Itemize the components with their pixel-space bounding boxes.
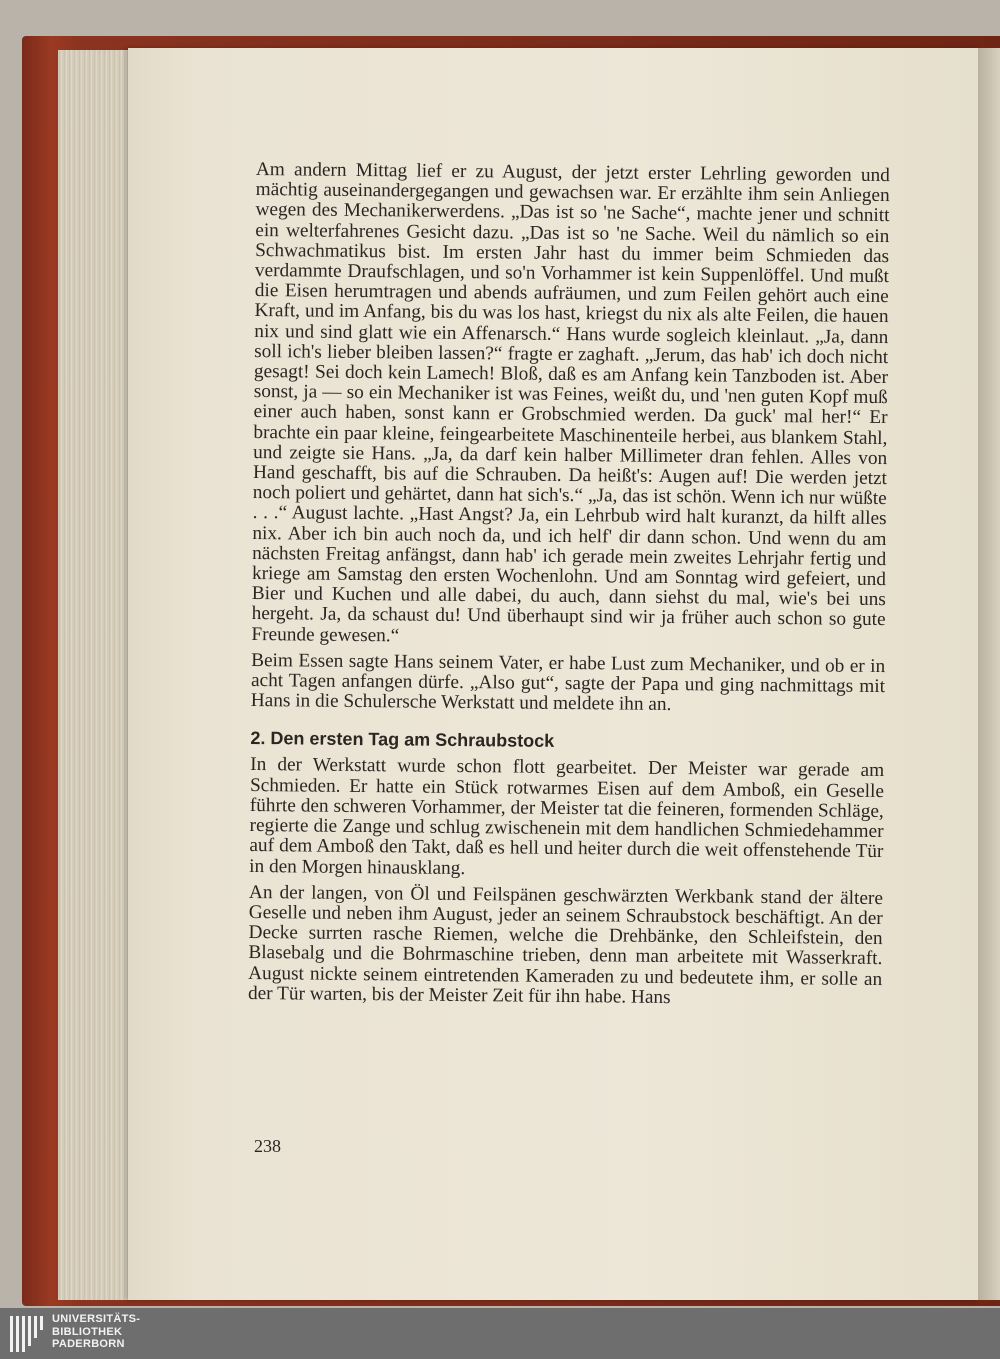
library-logo-icon [8,1314,48,1354]
library-name-line: UNIVERSITÄTS- [52,1313,141,1325]
page-number: 238 [254,1136,281,1156]
paragraph: Am andern Mittag lief er zu August, der jetzt erster Lehrling geworden und mächtig auseinandergegangen und gewachsen war. Er erzählte ihm sein Anliegen wegen des Mechanikerwerdens. „Das ist so 'ne Sache“, machte jener und schnitt ein welterfahrenes Gesicht dazu. „Das ist so 'ne Sache. Weil du nämlich so ein Schwachmatikus bist. Im ersten Jahr hast du immer beim Schmieden das verdammte Draufschlagen, und so'n Vorhammer ist kein Suppenlöffel. Und mußt die Eisen herumtragen und abends aufräumen, und zum Feilen gehört auch eine Kraft, und im Anfang, bis du was los hast, kriegst du nix als alte Feilen, die hauen nix und sind glatt wie ein Affenarsch.“ Hans wurde sogleich kleinlaut. „Ja, dann soll ich's lieber bleiben lassen?“ fragte er zaghaft. „Jerum, das hab' ich doch nicht gesagt! Sei doch kein Lamech! Bloß, daß es am Anfang kein Tanzboden ist. Aber sonst, ja — so ein Mechaniker ist was Feines, weißt du, und 'nen guten Kopf muß einer auch haben, sonst kann er Grobschmied werden. Da guck' mal her!“ Er brachte ein paar kleine, feingearbeitete Maschinenteile herbei, aus blankem Stahl, und zeigte sie Hans. „Ja, da darf kein halber Millimeter dran fehlen. Alles von Hand geschafft, bis auf die Schrauben. Da heißt's: Augen auf! Die werden jetzt noch poliert und gehärtet, dann hat sich's.“ „Ja, das ist schön. Wenn ich nur wüßte . . .“ August lachte. „Hast Angst? Ja, ein Lehrbub wird halt kuranzt, da hilft alles nix. Aber ich bin auch noch da, und ich helf' dir dann schon. Und wenn du am nächsten Freitag anfängst, dann hab' ich gerade mein zweites Lehrjahr fertig und kriege am Samstag den ersten Wochenlohn. Und am Sonntag wird gefeiert, und Bier und Kuchen und alle dabei, du auch, dann siehst du mal, wie's bei uns hergeht. Ja, da schaust du! Und überhaupt sind wir ja früher auch schon so gute Freunde gewesen.“ [251,159,890,647]
library-footer [0,1308,1000,1359]
library-name-line: BIBLIOTHEK [52,1325,123,1338]
paragraph: An der langen, von Öl und Feilspänen geschwärzten Werkbank stand der ältere Geselle und neben ihm August, jeder an seinem Schraubstock beschäftigt. An der Decke surrten rasche Riemen, welche die Drehbänke, den Schleifstein, den Blasebalg und die Bohrmaschine trieben, denn man arbeitete mit Wasserkraft. August nickte seinem eintretenden Kameraden zu und bedeutete ihm, er solle an der Tür warten, bis der Meister Zeit für ihn habe. Hans [247,881,884,1008]
facing-page-edge [978,48,1000,1300]
library-name-line: PADERBORN [52,1338,125,1350]
page-text [248,160,890,1010]
paragraph: In der Werkstatt wurde schon flott gearbeitet. Der Meister war gerade am Schmieden. Er hatte ein Stück rotwarmes Eisen auf dem Amboß, ein Geselle führte den schweren Vorhammer, der Meister tat die feineren, formenden Schläge, regierte die Zange und schlug zwischenein mit dem handlichen Schmiedehammer auf dem Amboß den Takt, daß es hell und heiter durch die weit offenstehende Tür in den Morgen hinausklang. [249,754,885,879]
section-heading: 2. Den ersten Tag am Schraubstock [250,728,555,752]
page-edges [58,50,138,1300]
paragraph: Beim Essen sagte Hans seinem Vater, er habe Lust zum Mechaniker, und ob er in acht Tagen anfangen dürfe. „Also gut“, sagte der Papa und ging nachmittags mit Hans in die Schulersche Werkstatt und meldete ihn an. [250,649,886,716]
library-name [52,1313,140,1351]
